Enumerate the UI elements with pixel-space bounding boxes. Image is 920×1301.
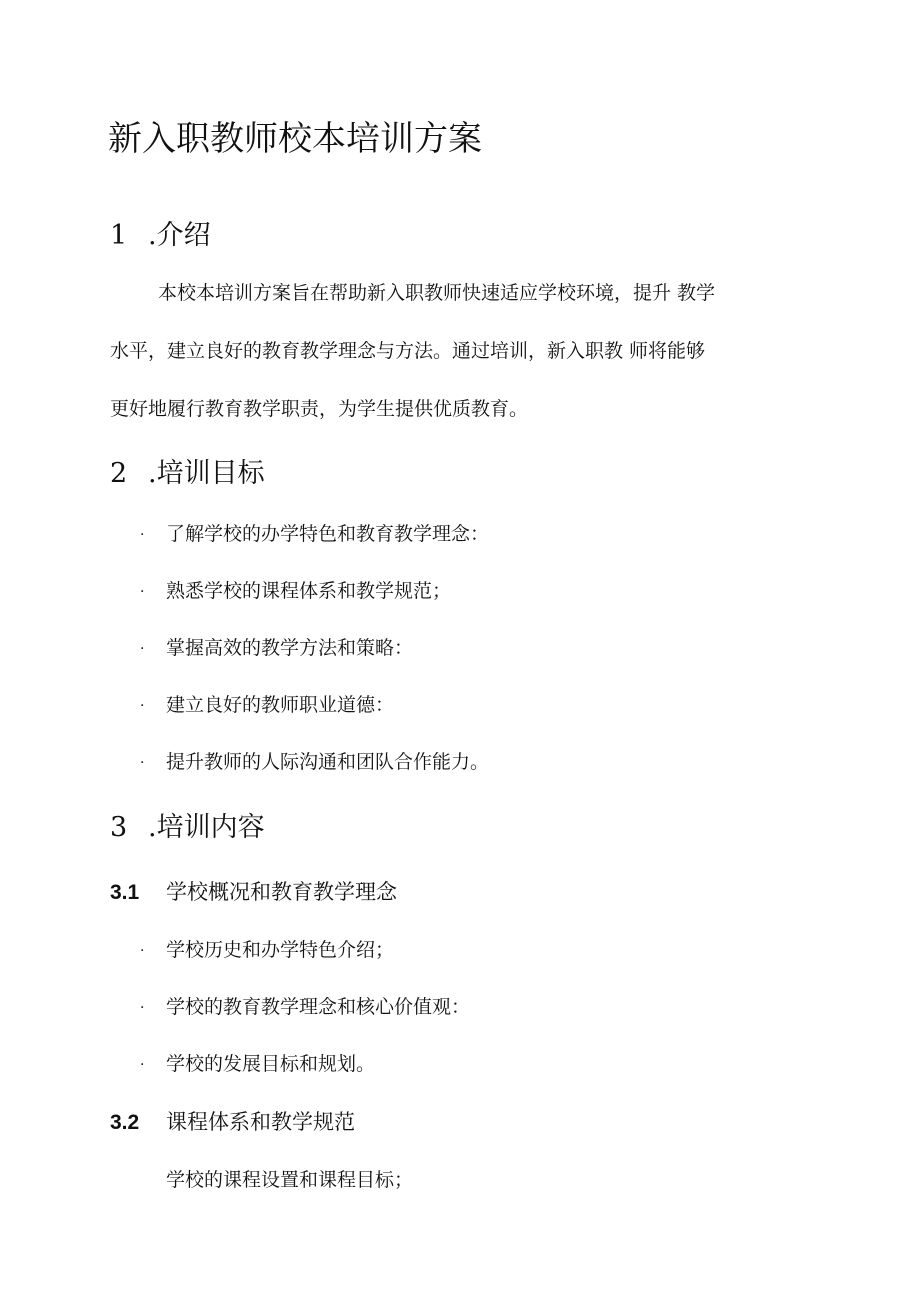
subsection-title: 学校概况和教育教学理念 [166, 881, 397, 904]
section-number: 2 [110, 458, 128, 489]
section-1-heading [110, 216, 211, 256]
section-2-heading [110, 454, 265, 494]
list-item [140, 571, 489, 628]
section-title: .培训内容 [148, 812, 265, 843]
bullet-icon: · [140, 584, 145, 600]
list-item-text: 学校历史和办学特色介绍； [166, 939, 395, 961]
subsection-3-2-heading [110, 1106, 355, 1140]
section-title: .介绍 [148, 220, 211, 251]
list-item [140, 514, 489, 571]
subsection-3-1-heading [110, 876, 397, 910]
document-title: 新入职教师校本培训方案 [108, 119, 482, 159]
list-item [140, 742, 489, 799]
list-item-text: 学校的教育教学理念和核心价值观： [166, 996, 471, 1018]
list-item-text: 了解学校的办学特色和教育教学理念： [166, 523, 490, 545]
bullet-icon: · [140, 527, 145, 543]
intro-paragraph [110, 264, 810, 438]
curriculum-line: 学校的课程设置和课程目标； [166, 1169, 414, 1191]
list-item-text: 熟悉学校的课程体系和教学规范； [166, 580, 452, 602]
list-item [140, 930, 470, 987]
paragraph-line: 本校本培训方案旨在帮助新入职教师快速适应学校环境，提升 教学 [158, 282, 716, 304]
list-item-text: 提升教师的人际沟通和团队合作能力。 [166, 751, 490, 773]
list-item-text: 学校的发展目标和规划。 [166, 1053, 376, 1075]
list-item [140, 1044, 470, 1101]
subsection-number: 3.2 [110, 1111, 140, 1134]
list-item [140, 987, 470, 1044]
subsection-title: 课程体系和教学规范 [166, 1111, 355, 1134]
goals-list [140, 514, 489, 799]
bullet-icon: · [140, 1000, 145, 1016]
paragraph-line: 水平，建立良好的教育教学理念与方法。通过培训，新入职教 师将能够 [110, 340, 706, 362]
bullet-icon: · [140, 698, 145, 714]
subsection-number: 3.1 [110, 881, 140, 904]
list-item [140, 685, 489, 742]
school-overview-list [140, 930, 470, 1101]
paragraph-line: 更好地履行教育教学职责，为学生提供优质教育。 [110, 398, 529, 420]
bullet-icon: · [140, 641, 145, 657]
list-item-text: 掌握高效的教学方法和策略： [166, 637, 414, 659]
bullet-icon: · [140, 755, 145, 771]
section-title: .培训目标 [148, 458, 265, 489]
section-3-heading [110, 808, 265, 848]
list-item-text: 建立良好的教师职业道德： [166, 694, 395, 716]
section-number: 1 [110, 220, 128, 251]
bullet-icon: · [140, 943, 145, 959]
list-item [140, 628, 489, 685]
bullet-icon: · [140, 1057, 145, 1073]
section-number: 3 [110, 812, 128, 843]
